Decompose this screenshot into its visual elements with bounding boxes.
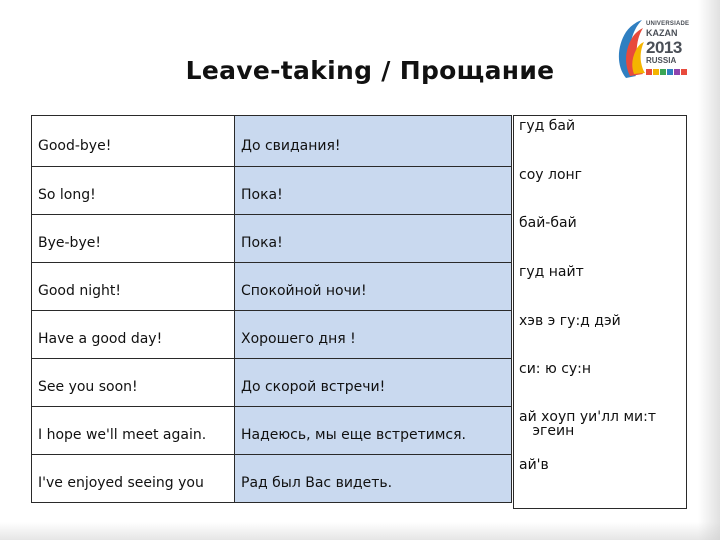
english-cell: Good-bye! — [32, 116, 235, 167]
english-cell: I hope we'll meet again. — [32, 407, 235, 455]
pronunciation-item: гуд бай — [519, 118, 576, 134]
table-row — [32, 167, 512, 215]
russian-cell: Хорошего дня ! — [235, 311, 512, 359]
english-cell: See you soon! — [32, 359, 235, 407]
table-row — [32, 116, 512, 167]
russian-cell: Спокойной ночи! — [235, 263, 512, 311]
universiade-logo — [612, 16, 692, 84]
english-cell: I've enjoyed seeing you — [32, 455, 235, 503]
russian-cell: Пока! — [235, 215, 512, 263]
universiade-flame-icon — [612, 16, 648, 82]
russian-cell: Пока! — [235, 167, 512, 215]
russian-cell: Надеюсь, мы еще встретимся. — [235, 407, 512, 455]
slide-title: Leave-taking / Прощание — [185, 56, 555, 85]
slide-bottom-shadow — [0, 522, 720, 540]
table-row — [32, 263, 512, 311]
table-row — [32, 359, 512, 407]
table-row — [32, 215, 512, 263]
pronunciation-item: си: ю су:н — [519, 361, 592, 377]
logo-text-russia: RUSSIA — [646, 56, 677, 65]
russian-cell: До свидания! — [235, 116, 512, 167]
english-cell: Good night! — [32, 263, 235, 311]
pronunciation-box — [513, 115, 687, 509]
pronunciation-item: ай'в — [519, 457, 549, 473]
table-row — [32, 455, 512, 503]
pronunciation-item: хэв э гу:д дэй — [519, 313, 621, 329]
logo-text-year: 2013 — [646, 38, 682, 57]
pronunciation-item: ай хоуп уи'лл ми:т эгеин — [519, 409, 656, 439]
pronunciation-item: соу лонг — [519, 167, 583, 183]
table-row — [32, 311, 512, 359]
table-row — [32, 407, 512, 455]
logo-text-universiade: UNIVERSIADE — [646, 21, 690, 27]
pronunciation-item: гуд найт — [519, 264, 584, 280]
pronunciation-item: бай-бай — [519, 215, 577, 231]
logo-color-strip — [646, 68, 690, 76]
phrase-table — [31, 115, 512, 503]
russian-cell: До скорой встречи! — [235, 359, 512, 407]
english-cell: So long! — [32, 167, 235, 215]
logo-text-kazan: KAZAN — [646, 28, 678, 38]
russian-cell: Рад был Вас видеть. — [235, 455, 512, 503]
english-cell: Bye-bye! — [32, 215, 235, 263]
english-cell: Have a good day! — [32, 311, 235, 359]
